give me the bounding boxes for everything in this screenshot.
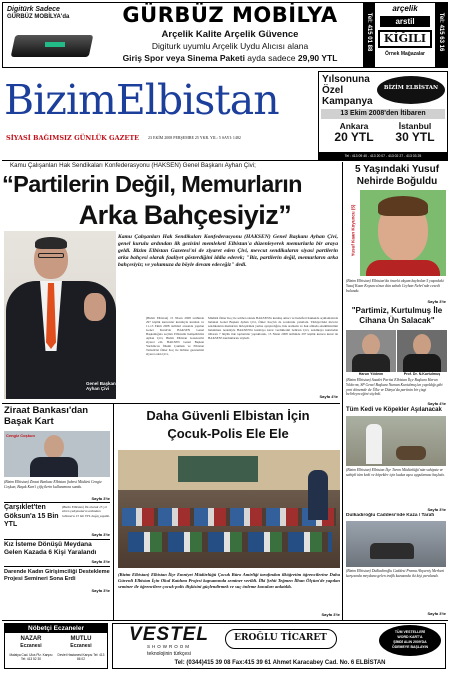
sub-title-2: Özel — [322, 85, 344, 96]
left-col-rule — [113, 404, 114, 620]
yusuf-caption: (Bizim Elbistan) Elbistan'da önceki akşam kaybolan 5 yaşındaki Yusuf Kaan Koyuncu'nun dün sabah Ceyhan Nehri'nde cesedi bulundu. — [346, 279, 444, 293]
pharmacy-title: Nöbetçi Eczaneler — [28, 625, 84, 632]
yusuf-credit-strip — [348, 190, 359, 276]
partimiz-photo-2 — [397, 330, 447, 372]
cocuk-board — [178, 456, 258, 482]
kopek-person — [366, 424, 382, 464]
ziraat-photo — [4, 431, 110, 477]
kopek-page-ref[interactable]: Sayfa 3'te — [427, 507, 446, 512]
carsiklet-page-ref[interactable]: Sayfa 3'te — [91, 532, 110, 537]
sub-date: 13 Ekim 2008'den İtibaren — [340, 110, 426, 117]
yusuf-headline: 5 Yaşındaki Yusuf Nehirde Boğuldu — [354, 164, 440, 187]
pharmacy-box — [4, 623, 108, 669]
gurbuz-tagline: Arçelik Kalite Arçelik Güvence — [161, 29, 299, 40]
left-section-rule — [2, 403, 340, 404]
sub-brand: BİZİM ELBİSTAN — [383, 85, 439, 91]
kopek-headline: Tüm Kedi ve Köpekler Aşılanacak — [346, 407, 442, 413]
sub-city-ankara: Ankara — [339, 121, 369, 131]
darende-headline: Darende Kadın Girişimciliği Destekleme Projesi Semineri Sona Erdi — [4, 569, 110, 582]
carsiklet-headline: Çarşıklet'ten Göksun'a 15 Bin YTL — [4, 504, 59, 528]
pharmacy-2-addr: Devlet Hastanesi Karşısı Tel: 413 86 02 — [57, 653, 105, 661]
kopek-photo — [346, 416, 446, 466]
pharmacy-2-label: MUTLU — [70, 636, 92, 642]
partimiz-caption: (Bizim Elbistan) Saadet Partisi Elbistan İlçe Başkanı Harun Yıldırım, SP Genel Başkanı Numan Kurtulmuş'un yapıldığı gibi yeni dönemde de Ülke ve Dünya'da partinin bir çizgi belirleyeceğini söyledi. — [346, 378, 443, 397]
lead-kicker: Kamu Çalışanları Hak Sendikaları Konfederasyonu (HAKSEN) Genel Başkanı Ayhan Çivi; — [10, 162, 256, 169]
lead-headline-2: Arka Bahçesiyiz” — [78, 200, 292, 230]
kazalar-page-ref[interactable]: Sayfa 3'te — [91, 559, 110, 564]
lead-page-ref[interactable]: Sayfa 4'te — [319, 394, 338, 399]
photo-glasses — [38, 253, 64, 258]
dukkan-headline: Dulkadiroğlu Caddesi'nde Kaza / Tarafı — [346, 513, 435, 518]
photo-caption-1: Genel Başkan — [86, 381, 116, 386]
photo-caption-2: Ayhan Çivi — [86, 386, 110, 391]
sub-city-istanbul: İstanbul — [398, 121, 432, 131]
eroglu-box — [225, 629, 337, 649]
kopek-dog — [396, 446, 426, 460]
pharmacy-1-sub: Eczanesi — [20, 643, 42, 649]
tel-right: Tel: 415 63 16 — [438, 12, 444, 52]
photo-hair — [35, 237, 67, 249]
sub-title-1: Yılsonuna — [322, 74, 370, 85]
ziraat-suit — [30, 457, 78, 477]
kazalar-headline: Kız İsteme Dönüşü Meydana Gelen Kazada 6 Kişi Yaralandı — [4, 541, 97, 556]
darende-page-ref[interactable]: Sayfa 3'te — [91, 588, 110, 593]
yusuf-hair — [378, 196, 428, 216]
gurbuz-line2: Digiturk uyumlu Arçelik Uydu Alıcısı alana — [151, 41, 309, 51]
carsiklet-caption: (Bizim Elbistan) İlk olarak 15 yıl süren çalışmaların ardından Göksun'a 15 bin YTL bağış yapıldı. — [62, 505, 110, 518]
sub-price-istanbul: 30 YTL — [395, 130, 435, 144]
dukkan-page-ref[interactable]: Sayfa 3'te — [427, 611, 446, 616]
circle-line-1: TÜM VESTELLERİ — [394, 630, 426, 634]
cocuk-caption: (Bizim Elbistan) Elbistan İlçe Emniyet Müdürlüğü Çocuk Büro Amirliği tarafından ilköğretim öğrencilerine Daha Güvenli Elbistan İçin Okul Katılımı Projesi kapsamında seminer verildi. İlki Şehit Teğmen İlhan Ölçüm'de yapılan seminer ile öğrencilere çocuk-polis ilişkisini güçlendirmek ve suç önleme konuları anlatıldı. — [118, 572, 340, 589]
lead-col-2: Müdürü Ömer Koç ile sohbet ederek HAKSEN'in kuruluş amacı ve hedefleri hakkında açıklamalarda bulunan Genel Başkan Ayhan Çivi, Ömer Koç'un da sorularını yanıtladı. Türkiye'deki mevcut sendikaların memurları birleştirmek yerine ayrıştırdığını, hak aramada ve hak almada eksikliklerinin bulunması nedeniyle HAKSEN'in kurmaya karar verdiklerini belirten Çivi, sendikaya kuruladan itibaren 7 büyük ilde toplantılar yaptıklarını, 15 Nisan 2008 tarihinde 297 kişilik kurucu kurul ile HAKSEN'i kurduklarını söyledi. — [208, 316, 338, 340]
cocuk-photo — [118, 450, 340, 568]
subscription-ad — [318, 71, 448, 160]
sub-tel-bar — [319, 152, 447, 160]
brand-stack — [376, 3, 434, 67]
masthead-rule — [2, 160, 448, 161]
masthead-dateline: 23 EKİM 2008 PERŞEMBE 25 YKR. YIL: 5 SAYI: 1482 — [148, 135, 241, 140]
cocuk-headline-2: Çocuk-Polis Ele Ele — [167, 426, 289, 441]
gurbuz-line3-mid: ayda sadece — [244, 53, 298, 63]
circle-line-4: ÖDEMEYE BAŞLAYIN — [391, 645, 429, 649]
cocuk-officer — [308, 470, 328, 520]
cocuk-student-row-2 — [128, 532, 332, 552]
cocuk-student-row-1 — [122, 508, 336, 526]
bottom-strip — [2, 621, 448, 671]
yusuf-credit: Yusuf Kaan Koyuncu (5) — [350, 204, 356, 257]
vestel-sub: SHOWROOM — [147, 644, 191, 649]
brand-arstil: arstil — [380, 16, 430, 27]
ziraat-page-ref[interactable]: Sayfa 3'te — [91, 496, 110, 501]
digiturk-text-2: GÜRBÜZ MOBİLYA'da — [7, 14, 70, 20]
lead-photo — [4, 231, 116, 399]
yusuf-page-ref[interactable]: Sayfa 3'te — [427, 299, 446, 304]
dukkan-car — [370, 543, 414, 559]
sub-title-3: Kampanya — [322, 96, 373, 107]
kopek-caption: (Bizim Elbistan) Elbistan İlçe Tarım Müdürlüğü'nün sahipsiz ve sahipli tüm kedi ve köpekler için kuduz aşısı uygulaması başlattı. — [346, 468, 445, 477]
eroglu-title: EROĞLU TİCARET — [234, 633, 327, 643]
rule-darende — [4, 566, 110, 567]
dukkan-photo — [346, 521, 446, 567]
digiturk-box-ad — [5, 5, 97, 67]
digiturk-text-1: Digitürk Sadece — [7, 6, 60, 13]
lead-headline-1: “Partilerin Değil, Memurların — [2, 171, 302, 197]
pharmacy-title-bar — [5, 624, 107, 633]
vestel-circle — [379, 625, 441, 656]
partimiz-face-2 — [413, 334, 431, 356]
masthead-logo: BizimElbistan — [4, 76, 279, 124]
partimiz-name-2: Prof. Dr. N.Kurtulmuş — [403, 372, 441, 376]
partimiz-name-1: Harun Yıldırım — [358, 372, 384, 376]
lead-photo-caption — [86, 381, 140, 391]
brand-arcelik: arçelik — [392, 4, 418, 13]
circle-line-3: ŞİMDİ ALIN 2009'DA — [393, 640, 427, 644]
gurbuz-line3 — [99, 53, 361, 63]
brand-kigili: KİĞILI — [378, 30, 432, 48]
cocuk-headline-1: Daha Güvenli Elbistan İçin — [146, 408, 310, 423]
partimiz-page-ref[interactable]: Sayfa 4'te — [427, 401, 446, 406]
ziraat-headline: Ziraat Bankası'dan Başak Kart — [4, 405, 89, 427]
sub-price-ankara: 20 YTL — [334, 130, 374, 144]
ziraat-caption: (Bizim Elbistan) Ziraat Bankası Elbistan Şubesi Müdürü Cengiz Coşkun, Başak Kart'ı çiftçilerin kullanımına sundu. — [4, 480, 102, 489]
vestel-slogan: teknolojinin türkçesi — [147, 651, 191, 657]
brand-ornek: Örnek Mağazalar — [384, 51, 426, 57]
partimiz-photo-1 — [346, 330, 396, 372]
lead-col-1: (Bizim Elbistan) 15 Nisan 2008 tarihinde 297 kişilik kurucular kuruluyla kurulan ve 11-13 Ekim 2008 tarihleri arasında yapılan Genel Kurul'da HAKSEN Genel Başkanlığına seçilen Elbistanlı hemşehrimiz Ayhan Çivi, Bizim Elbistan Gazetesi'ni ziyaret etti. HAKSEN Genel Başkan Yardımcısı İlhami Çakmak ve Elbistan Temsilcisi Ömer Koç ile birlikte gazetemizi ziyaret eden Çivi, — [146, 316, 204, 356]
gurbuz-ad — [99, 3, 361, 67]
sub-date-bar — [321, 109, 445, 119]
dukkan-caption: (Bizim Elbistan) Dulkadiroğlu Caddesi Prama Alışveriş Merkezi karşısında meydana gelen trafik kazasında iki kişi yaralandı. — [346, 569, 445, 578]
tel-left: Tel: 415 01 88 — [366, 12, 372, 52]
partimiz-suit-1 — [352, 354, 390, 372]
masthead — [2, 70, 318, 160]
receiver-display — [45, 42, 65, 47]
partimiz-headline: "Partimiz, Kurtulmuş İle Cihana Ün Salacak" — [351, 306, 443, 325]
ziraat-face — [44, 435, 64, 459]
sidebar-rule — [342, 162, 343, 620]
sub-tel: Tel : 413 09 40 - 413 20 07 - 413 02 27 - 413 03 25 — [344, 154, 422, 158]
vestel-ad — [112, 623, 446, 669]
vestel-address: Tel: (0344)415 39 08 Fax:415 39 61 Ahmet Karacabey Cad. No. 6 ELBİSTAN — [174, 660, 386, 666]
pharmacy-2-sub: Eczanesi — [70, 643, 92, 649]
partimiz-suit-2 — [403, 354, 441, 372]
partimiz-face-1 — [362, 334, 380, 356]
sub-brand-badge — [377, 76, 445, 104]
photo-hand — [84, 293, 106, 321]
rule-kazalar — [4, 539, 110, 540]
vestel-logo: VESTEL — [129, 624, 209, 645]
rule-carsiklet — [4, 502, 110, 503]
yusuf-shirt — [366, 260, 440, 276]
circle-line-2: WORD KART'A — [397, 635, 423, 639]
gurbuz-title: GÜRBÜZ MOBİLYA — [122, 3, 338, 27]
masthead-slogan: SİYASİ BAĞIMSIZ GÜNLÜK GAZETE — [6, 134, 140, 142]
yusuf-photo — [360, 190, 446, 276]
top-ad-strip — [2, 2, 448, 68]
lead-summary: Kamu Çalışanları Hak Sendikaları Konfederasyonu (HAKSEN) Genel Başkanı Ayhan Çivi, genel kurulu ardından ilk gezisini memleketi Elbistan'a düzenleyerek memurlarla bir araya geldi. Bizim Elbistan Gazetesi'ni de ziyaret eden Çivi, mevcut sendikaların siyasi partilerin arka bahçesi olarak faaliyet gösterdiğini iddia ederek; "Biz, partilerin değil, memurların arka bahçesiyiz; ve yolumuza da böyle devam edeceğiz" dedi. — [118, 234, 338, 268]
pharmacy-1-label: NAZAR — [20, 636, 42, 642]
gurbuz-line3-pre: Giriş Spor veya Sinema Paketi — [122, 53, 245, 63]
tel-right-strip — [435, 3, 447, 67]
cocuk-page-ref[interactable]: Sayfa 3'te — [321, 612, 340, 617]
ziraat-photo-label: Cengiz Coşkun — [6, 433, 35, 438]
tel-left-strip — [363, 3, 375, 67]
gurbuz-line3-price: 29,90 YTL — [297, 53, 338, 63]
pharmacy-1-addr: Malatya Cad. Ulus Plz. Karşısı Tel: 413 52 30 — [9, 653, 53, 661]
